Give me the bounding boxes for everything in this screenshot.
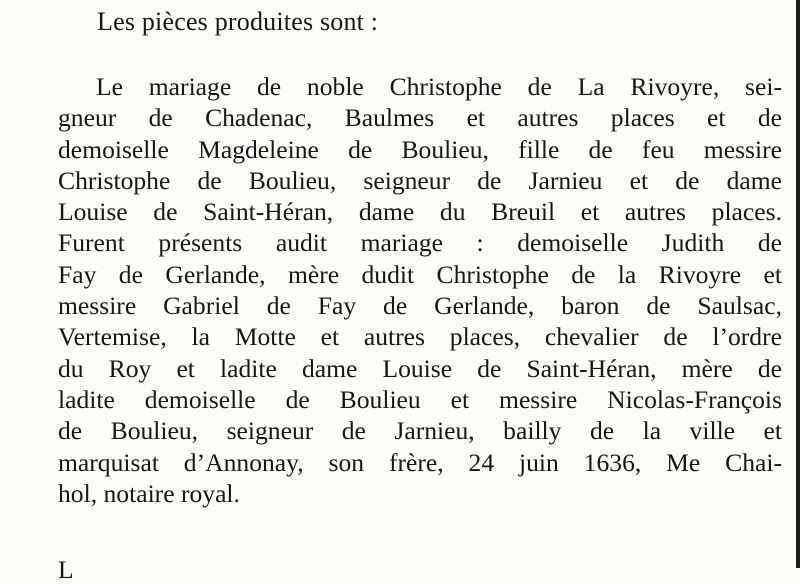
paragraph-line: gneur de Chadenac, Baulmes et autres places et de	[58, 103, 782, 133]
page-edge	[796, 0, 800, 568]
paragraph-line: de Boulieu, seigneur de Jarnieu, bailly de la ville et	[58, 416, 782, 446]
paragraph-line: Le mariage de noble Christophe de La Rivoyre, sei-	[96, 72, 782, 101]
paragraph-line: ladite demoiselle de Boulieu et messire Nicolas-François	[58, 384, 782, 414]
paragraph-line: du Roy et ladite dame Louise de Saint-Héran, mère de	[58, 353, 782, 383]
paragraph-line: Fay de Gerlande, mère dudit Christophe de la Rivoyre et	[58, 259, 782, 289]
next-line-fragment: L	[58, 555, 74, 584]
main-paragraph	[58, 71, 782, 509]
intro-line: Les pièces produites sont :	[97, 7, 379, 36]
paragraph-line: demoiselle Magdeleine de Boulieu, fille de feu messire	[58, 134, 782, 164]
paragraph-line: marquisat d’Annonay, son frère, 24 juin 1636, Me Chai-	[58, 447, 782, 477]
paragraph-line: messire Gabriel de Fay de Gerlande, baron de Saulsac,	[58, 291, 782, 321]
paragraph-line: hol, notaire royal.	[58, 478, 240, 508]
paragraph-line: Christophe de Boulieu, seigneur de Jarnieu et de dame	[58, 165, 782, 195]
paragraph-line: Louise de Saint-Héran, dame du Breuil et autres places.	[58, 197, 782, 227]
paragraph-line: Vertemise, la Motte et autres places, chevalier de l’ordre	[58, 322, 782, 352]
paragraph-line: Furent présents audit mariage : demoiselle Judith de	[58, 228, 782, 258]
